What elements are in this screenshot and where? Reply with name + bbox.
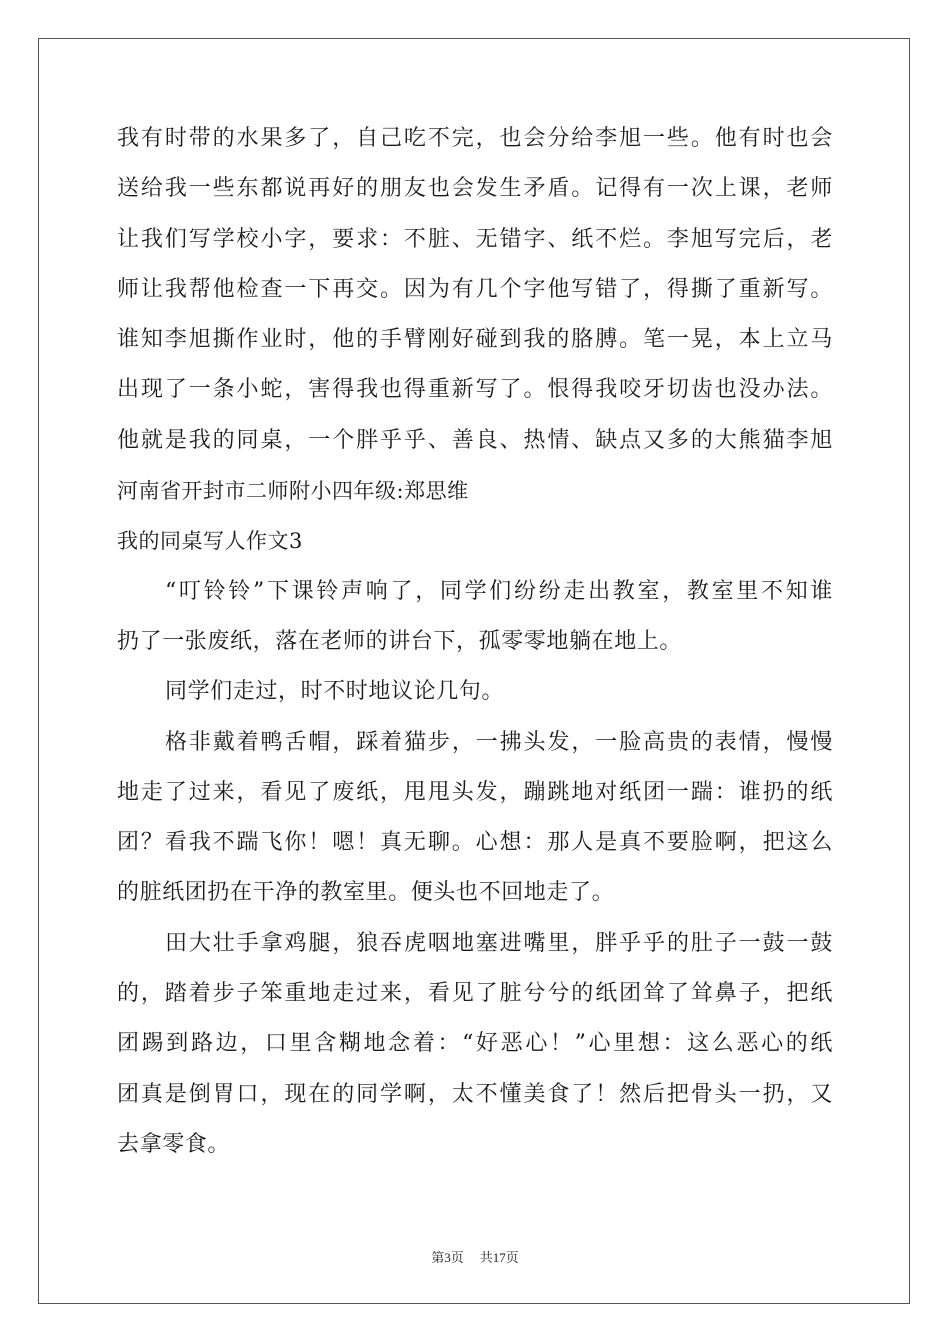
text-line: 团？看我不踹飞你！嗯！真无聊。心想：那人是真不要脸啊，把这么 — [117, 830, 833, 856]
text-line: 我有时带的水果多了，自己吃不完，也会分给李旭一些。他有时也会 — [117, 126, 833, 151]
paragraph-start-line: 格非戴着鸭舌帽，踩着猫步，一拂头发，一脸高贵的表情，慢慢 — [165, 729, 833, 755]
text-line: 去拿零食。 — [117, 1131, 231, 1157]
author-byline: 河南省开封市二师附小四年级:郑思维 — [117, 479, 469, 504]
essay-heading: 我的同桌写人作文3 — [117, 529, 303, 554]
text-line: 团踢到路边，口里含糊地念着：“好恶心！”心里想：这么恶心的纸 — [117, 1031, 833, 1057]
text-line: 师让我帮他检查一下再交。因为有几个字他写错了，得撕了重新写。 — [117, 276, 833, 302]
page-number: 第3页 — [431, 1250, 464, 1265]
document-body — [117, 124, 833, 1180]
text-line: 让我们写学校小字，要求：不脏、无错字、纸不烂。李旭写完后，老 — [117, 226, 833, 252]
text-line: 团真是倒胃口，现在的同学啊，太不懂美食了！然后把骨头一扔，又 — [117, 1081, 833, 1107]
text-line: 的脏纸团扔在干净的教室里。便头也不回地走了。 — [117, 880, 615, 906]
paragraph-start-line: “叮铃铃”下课铃声响了，同学们纷纷走出教室，教室里不知谁 — [165, 578, 833, 604]
text-line: 谁知李旭撕作业时，他的手臂刚好碰到我的胳膊。笔一晃，本上立马 — [117, 327, 833, 353]
page-total: 共17页 — [479, 1250, 519, 1265]
text-line: 出现了一条小蛇，害得我也得重新写了。恨得我咬牙切齿也没办法。 — [117, 377, 833, 403]
text-line: 的，踏着步子笨重地走过来，看见了脏兮兮的纸团耸了耸鼻子，把纸 — [117, 981, 833, 1007]
text-line: 地走了过来，看见了废纸，甩甩头发，蹦跳地对纸团一踹：谁扔的纸 — [117, 779, 833, 805]
text-line: 扔了一张废纸，落在老师的讲台下，孤零零地躺在地上。 — [117, 628, 683, 654]
page-footer — [0, 1247, 950, 1266]
paragraph-start-line: 同学们走过，时不时地议论几句。 — [165, 679, 505, 705]
paragraph-start-line: 田大壮手拿鸡腿，狼吞虎咽地塞进嘴里，胖乎乎的肚子一鼓一鼓 — [165, 930, 833, 956]
text-line: 送给我一些东都说再好的朋友也会发生矛盾。记得有一次上课，老师 — [117, 176, 833, 202]
text-line: 他就是我的同桌，一个胖乎乎、善良、热情、缺点又多的大熊猫李旭 — [117, 427, 833, 453]
